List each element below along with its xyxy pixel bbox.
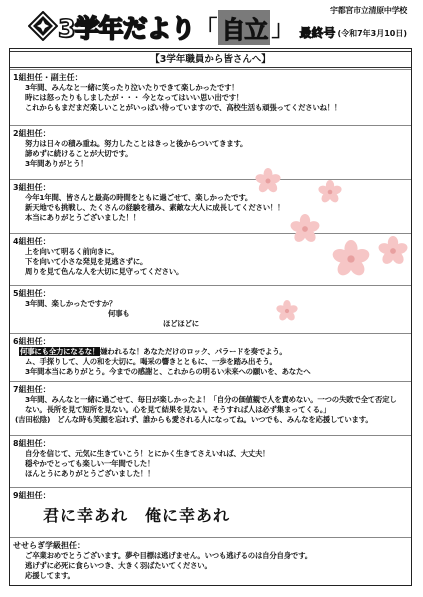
message-line: 逃げずに必死に食らいつき、大きく羽ばたいてください。 xyxy=(25,561,212,571)
message-line: 3年間、楽しかったですか？ xyxy=(25,299,117,308)
message-line: 新天地でも挑戦し、たくさんの経験を積み、素敵な大人に成長してください！！ xyxy=(25,203,285,213)
section-heading: 9組担任： xyxy=(13,491,51,500)
message-line: 自分を信じて、元気に生きていこう！とにかく生きてさえいれば、大丈夫！ xyxy=(25,449,270,458)
issue-date: (令和7年3月10日) xyxy=(337,28,408,38)
message-section-3 xyxy=(10,179,411,233)
section-heading: 3組担任： xyxy=(13,183,51,192)
message-line: 3年間、みんなと一緒に過ごせて、毎日が楽しかったよ！「自分の価値観で人を責めない。一つの失敗で全て否定しない。長所を見て短所を見ない。心を見て結果を見ない。そうすれば人は必ず集まってくる。」 xyxy=(25,395,397,415)
section-heading: せせらぎ学級担任： xyxy=(13,541,85,550)
title-bracket-close: 」 xyxy=(271,16,294,42)
message-section-9 xyxy=(10,487,411,537)
message-line: 努力は日々の積み重ね。努力したことはきっと後からついてきます。 xyxy=(25,139,248,148)
cherry-blossom-icon xyxy=(318,180,342,204)
message-line: 応援してます。 xyxy=(25,571,75,581)
title-main: 3学年だより xyxy=(58,14,195,43)
section-heading: 1組担任・副主任： xyxy=(13,73,83,82)
section-heading: 2組担任： xyxy=(13,129,51,138)
school-name: 宇都宮市立清原中学校 xyxy=(330,6,407,15)
section-heading: 6組担任： xyxy=(13,337,51,346)
cherry-blossom-icon xyxy=(255,168,281,194)
message-section-6 xyxy=(10,333,411,381)
cherry-blossom-icon xyxy=(276,300,298,322)
message-line: 周りを見て色んな人を大切に見守ってください。 xyxy=(25,267,184,277)
message-section-1 xyxy=(10,69,411,125)
message-line: 何事も xyxy=(108,309,130,319)
content-frame xyxy=(9,48,412,586)
message-section-7 xyxy=(10,381,411,435)
message-section-2 xyxy=(10,125,411,179)
message-line: 3年間、みんなと一緒に笑ったり泣いたりできて楽しかったです！ xyxy=(25,83,239,92)
message-section-seseragi xyxy=(10,537,411,586)
message-line: ほどほどに xyxy=(163,319,199,329)
title-keyword: 自立 xyxy=(218,10,270,45)
message-line: これからもまだまだ楽しいことがいっぱい待っていますので、高校生活も頑張ってくださいね！！ xyxy=(25,103,342,113)
message-line: 下を向いて小さな発見を見逃さずに。 xyxy=(25,257,148,267)
message-section-5 xyxy=(10,285,411,333)
message-line-rest: 嫌われるな！あなただけのロック、パラードを奏でよう。 xyxy=(100,347,287,356)
newsletter-title xyxy=(58,8,407,46)
school-emblem-icon xyxy=(28,11,58,41)
message-line xyxy=(13,347,407,357)
message-line: 3年間ありがとう！ xyxy=(25,159,88,169)
message-line: (吉田松陰) どんな時も笑顔を忘れず、誰からも愛される人になってね。いつでも、みんなを応援しています。 xyxy=(15,415,373,425)
cherry-blossom-icon xyxy=(332,240,370,278)
cherry-blossom-icon xyxy=(378,236,408,266)
message-line: 本当にありがとうございました！！ xyxy=(25,213,141,223)
message-line: 3年間本当にありがとう。今までの感謝と、これからの明るい未来への願いを、あなたへ xyxy=(25,367,311,377)
big-message: 君に幸あれ 俺に幸あれ xyxy=(43,506,231,525)
message-section-8 xyxy=(10,435,411,487)
message-line: ほんとうにありがとうございました！！ xyxy=(25,469,155,479)
issue-label: 最終号 xyxy=(299,25,336,40)
section-heading: 4組担任： xyxy=(13,237,51,246)
section-heading: 5組担任： xyxy=(13,289,51,298)
message-line: ム、手探りして、人の和を大切に。喝采の響きとともに、一歩を踏み出そう。 xyxy=(25,357,277,367)
title-bracket-open: 「 xyxy=(195,16,218,42)
message-line: ご卒業おめでとうございます。夢や目標は逃げません。いつも逃げるのは自分自身です。 xyxy=(25,551,312,560)
message-line: 穏やかでとっても楽しい一年間でした！ xyxy=(25,459,155,469)
message-line: 時には怒ったりもしましたが・・・ 今となってはいい思い出です！ xyxy=(25,93,244,103)
section-banner: 【3学年職員から皆さんへ】 xyxy=(10,51,411,68)
message-line: 今年1年間、皆さんと最高の時間をともに過ごせて、楽しかったです。 xyxy=(25,193,253,202)
section-heading: 8組担任： xyxy=(13,439,51,448)
section-heading: 7組担任： xyxy=(13,385,51,394)
cherry-blossom-icon xyxy=(290,214,320,244)
message-line: 諦めずに続けることが大切です。 xyxy=(25,149,133,159)
message-line: 上を向いて明るく前向きに。 xyxy=(25,247,119,256)
highlighted-phrase: 何事にも全力になるな！ xyxy=(20,347,100,356)
